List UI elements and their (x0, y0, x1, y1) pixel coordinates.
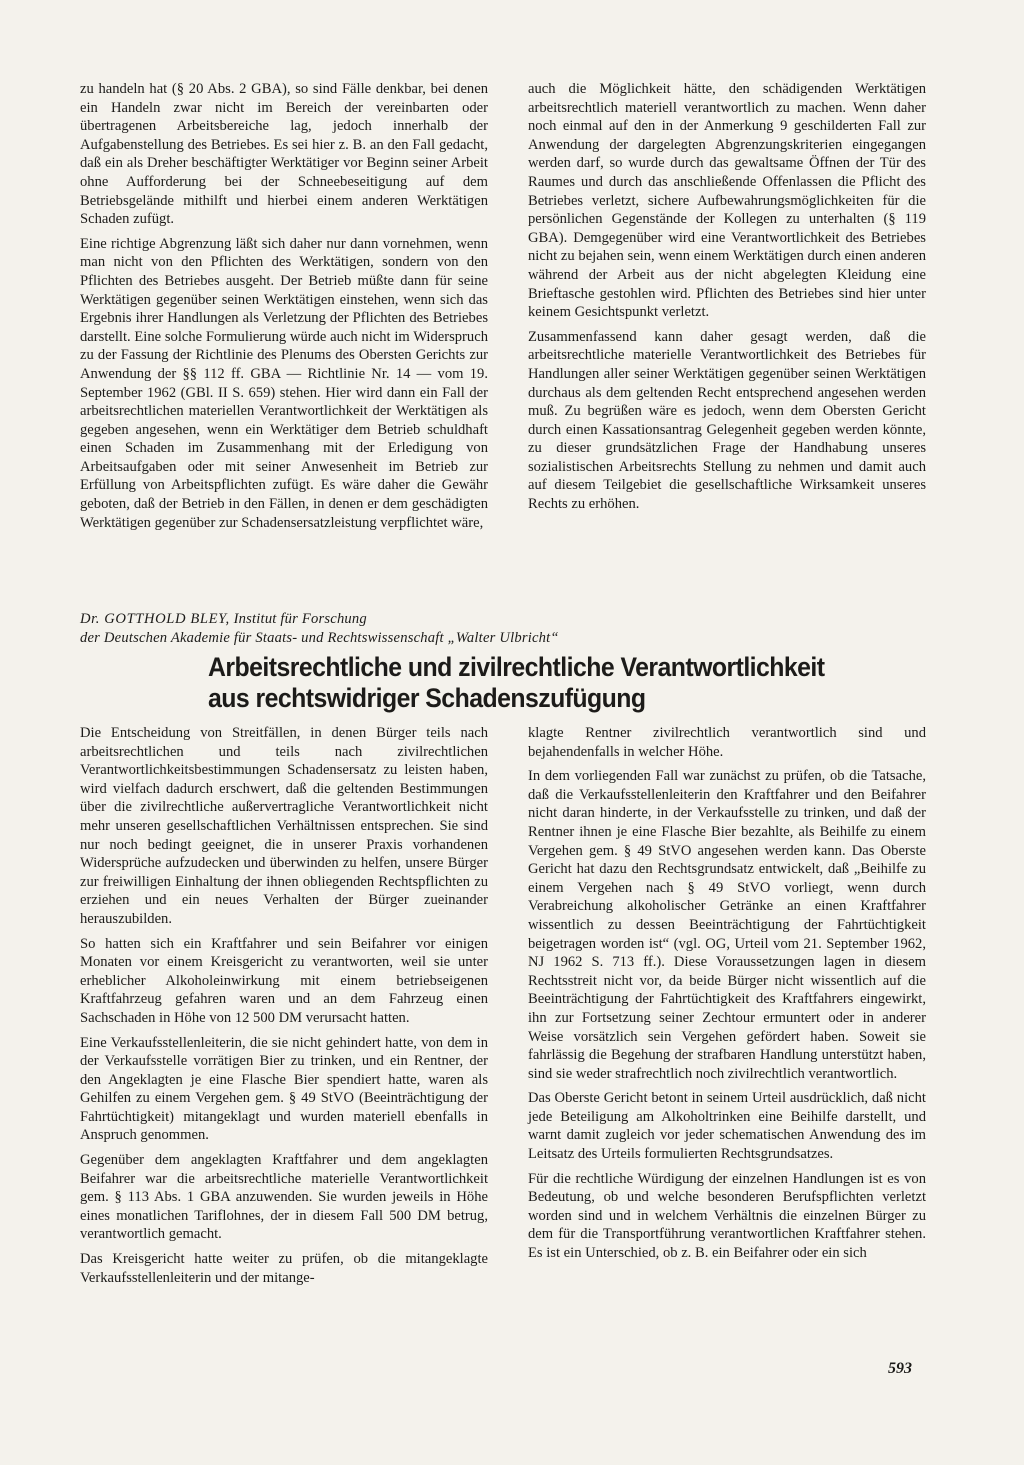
headline-line-1: Arbeitsrechtliche und zivilrechtliche Verantwortlichkeit (208, 652, 825, 682)
page-number: 593 (888, 1360, 912, 1377)
author-institute: Institut für Forschung (229, 611, 367, 627)
bottom-left-column (80, 724, 488, 1293)
paragraph: Das Kreisgericht hatte weiter zu prüfen, ob die mitangeklagte Verkaufsstellenleiterin und der mitange- (80, 1251, 488, 1286)
paragraph: Die Entscheidung von Streitfällen, in denen Bürger teils nach arbeitsrechtlichen und teils nach zivilrechtlichen Verantwortlichkeitsbestimmungen Schadensersatz zu leisten haben, wird vielfach dadurch erschwert, daß die geltenden Bestimmungen über die zivilrechtliche außervertragliche Verantwortlichkeit nicht mehr unseren gesellschaftlichen Verhältnissen entsprechen. Sie sind nur noch bedingt geeignet, die in unserer Praxis vorhandenen Widersprüche aufzudecken und überwinden zu helfen, unsere Bürger zur freiwilligen Einhaltung der ihnen obliegenden Rechtspflichten zu erziehen und ein neues Verhalten der Bürger zueinander herauszubilden. (80, 725, 488, 927)
headline-line-2: aus rechtswidriger Schadenszufügung (208, 683, 646, 713)
article-headline (208, 652, 870, 714)
paragraph: Für die rechtliche Würdigung der einzelnen Handlungen ist es von Bedeutung, ob und welche besonderen Berufspflichten verletzt worden sind und in welchem Verhältnis die einzelnen Bürger zu dem für die Transportführung verantwortlichen Kraftfahrer stehen. Es ist ein Unterschied, ob z. B. ein Beifahrer oder ein sich (528, 1170, 926, 1262)
byline-line-2: der Deutschen Akademie für Staats- und Rechtswissenschaft „Walter Ulbricht“ (80, 630, 559, 646)
paragraph: Eine richtige Abgrenzung läßt sich daher nur dann vornehmen, wenn man nicht von den Pflichten des Werktätigen, sondern von den Pflichten des Betriebes ausgeht. Der Betrieb müßte dann für seine Werktätigen gegenüber seinen Werktätigen einstehen, wenn sich das Ergebnis ihrer Handlungen als Verletzung der Pflichten des Betriebes darstellt. Eine solche Formulierung würde auch nicht im Widerspruch zu der Fassung der Richtlinie des Plenums des Obersten Gerichts zur Anwendung der §§ 112 ff. GBA — Richtlinie Nr. 14 — vom 19. September 1962 (GBl. II S. 659) stehen. Hier wird dann ein Fall der arbeitsrechtlichen materiellen Verantwortlichkeit der Werktätigen als gegeben angesehen, wenn ein Werktätiger dem Betrieb schuldhaft einen Schaden im Zusammenhang mit der Erledigung von Arbeitsaufgaben oder mit seiner Anwesenheit im Betrieb zur Erfüllung von Arbeitspflichten zufügt. Es wäre daher die Gewähr geboten, daß der Betrieb in den Fällen, in denen er dem geschädigten Werktätigen gegenüber zur Schadensersatzleistung verpflichtet wäre, (80, 235, 488, 531)
paragraph: klagte Rentner zivilrechtlich verantwortlich sind und bejahendenfalls in welcher Höhe. (528, 725, 926, 760)
paragraph: Gegenüber dem angeklagten Kraftfahrer und dem angeklagten Beifahrer war die arbeitsrechtliche materielle Verantwortlichkeit gem. § 113 Abs. 1 GBA anzuwenden. Sie wurden jeweils in Höhe eines monatlichen Tariflohnes, der in diesem Fall 500 DM betrug, verantwortlich gemacht. (80, 1152, 488, 1243)
paragraph: So hatten sich ein Kraftfahrer und sein Beifahrer vor einigen Monaten vor einem Kreisgericht zu verantworten, weil sie unter erheblicher Alkoholeinwirkung mit einem betriebseigenen Kraftfahrzeug gefahren waren und an dem Fahrzeug einen Sachschaden in Höhe von 12 500 DM verursacht hatten. (80, 935, 488, 1026)
author-byline (80, 610, 940, 648)
top-left-column (80, 80, 488, 538)
paragraph: auch die Möglichkeit hätte, den schädigenden Werktätigen arbeitsrechtlich materiell verantwortlich zu machen. Wenn daher noch einmal auf den in der Anmerkung 9 geschilderten Fall zur Anwendung der dargelegten Abgrenzungskriterien eingegangen werden darf, so wurde durch das gewaltsame Öffnen der Tür des Raumes und durch das anschließende Offenlassen die Pflicht des Betriebes verletzt, sichere Aufbewahrungsmöglichkeiten für die persönlichen Gegenstände der Kollegen zu unterhalten (§ 119 GBA). Demgegenüber wird eine Verantwortlichkeit des Betriebes nicht zu bejahen sein, wenn einem Werktätigen durch einen anderen während der Arbeit aus der nicht abgelegten Kleidung eine Brieftasche gestohlen wird. Pflichten des Betriebes sind hier unter keinem Gesichtspunkt verletzt. (528, 81, 926, 321)
paragraph: Eine Verkaufsstellenleiterin, die sie nicht gehindert hatte, von dem in der Verkaufsstelle vorrätigen Bier zu trinken, und ein Rentner, der den Angeklagten je eine Flasche Bier spendiert hatte, waren als Gehilfen zu einem Vergehen gem. § 49 StVO (Beeinträchtigung der Fahrtüchtigkeit) mitangeklagt und wurden materiell ebenfalls in Anspruch genommen. (80, 1034, 488, 1144)
paragraph: Zusammenfassend kann daher gesagt werden, daß die arbeitsrechtliche materielle Verantwortlichkeit des Betriebes für Handlungen aller seiner Werktätigen gegenüber seinen Werktätigen durchaus als dem geltenden Recht entsprechend angesehen werden muß. Zu begrüßen wäre es jedoch, wenn dem Obersten Gericht durch einen Kassationsantrag Gelegenheit gegeben werden könnte, zu dieser grundsätzlichen Frage der Handhabung unseres sozialistischen Arbeitsrechts Stellung zu nehmen und damit auch auf diesem Teilgebiet die gesellschaftliche Wirksamkeit unseres Rechts zu erhöhen. (528, 328, 926, 513)
byline-line-1 (80, 610, 940, 629)
paragraph: In dem vorliegenden Fall war zunächst zu prüfen, ob die Tatsache, daß die Verkaufsstellenleiterin den Kraftfahrer und den Beifahrer nicht daran hinderte, in der Verkaufsstelle zu trinken, und daß der Rentner ihnen je eine Flasche Bier bezahlte, als Beihilfe zu einem Vergehen gem. § 49 StVO angesehen werden kann. Das Oberste Gericht hat dazu den Rechtsgrundsatz entwickelt, daß „Beihilfe zu einem Vergehen nach § 49 StVO vorliegt, wenn durch Verabreichung alkoholischer Getränke an einen Kraftfahrer wissentlich zu dessen Beeinträchtigung der Fahrtüchtigkeit beigetragen worden ist“ (vgl. OG, Urteil vom 21. September 1962, NJ 1962 S. 713 ff.). Diese Voraussetzungen lagen in diesem Rechtsstreit nicht vor, da beide Bürger nicht wissentlich auf die Beeinträchtigung der Fahrtüchtigkeit des Kraftfahrers eingewirkt, ihn zur Fortsetzung seiner Zechtour ermuntert oder in anderer Weise vorsätzlich sein Vergehen gefördert haben. Soweit sie fahrlässig die Begehung der strafbaren Handlung unterstützt haben, sind sie weder strafrechtlich noch zivilrechtlich verantwortlich. (528, 768, 926, 1082)
top-right-column (528, 80, 926, 520)
bottom-right-column (528, 724, 926, 1269)
paragraph: zu handeln hat (§ 20 Abs. 2 GBA), so sind Fälle denkbar, bei denen ein Handeln zwar nicht im Bereich der vereinbarten oder übertragenen Arbeitsbereiche lag, jedoch innerhalb der Aufgabenstellung des Betriebes. Es sei hier z. B. an den Fall gedacht, daß ein als Dreher beschäftigter Werktätiger vor Beginn seiner Arbeit ohne Aufforderung bei der Schneebeseitigung auf dem Betriebsgelände mithilft und hierbei einem anderen Werktätigen Schaden zufügt. (80, 81, 488, 228)
author-name: Dr. GOTTHOLD BLEY, (80, 611, 230, 627)
paragraph: Das Oberste Gericht betont in seinem Urteil ausdrücklich, daß nicht jede Beteiligung am Alkoholtrinken eine Beihilfe darstellt, und warnt damit zugleich vor jeder schematischen Anwendung des im Leitsatz des Urteils formulierten Rechtsgrundsatzes. (528, 1090, 926, 1163)
